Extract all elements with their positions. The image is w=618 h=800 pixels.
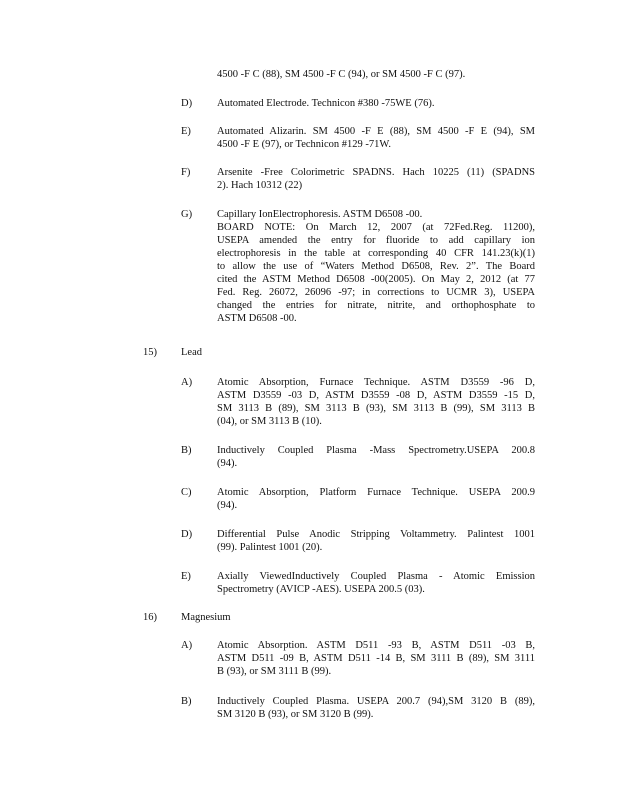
fluoride-item-f <box>217 166 535 192</box>
section-number: 15) <box>143 347 157 358</box>
item-label: F) <box>181 167 191 178</box>
board-note-line: ASTM D6508 -00. <box>217 313 297 324</box>
item-label: A) <box>181 640 193 651</box>
item-text-line: Capillary IonElectrophoresis. ASTM D6508 -00. <box>217 209 423 220</box>
section-heading-magnesium: Magnesium <box>181 612 231 623</box>
magnesium-item-b <box>217 695 535 721</box>
item-label: B) <box>181 445 192 456</box>
lead-item-a <box>217 376 535 428</box>
item-label: E) <box>181 571 191 582</box>
item-text-line: (94). <box>217 500 238 511</box>
item-label: E) <box>181 126 191 137</box>
magnesium-item-a <box>217 639 535 678</box>
section-heading-lead: Lead <box>181 347 202 358</box>
fluoride-item-g <box>217 208 535 325</box>
item-text-line: (94). <box>217 458 238 469</box>
board-note-line: changed the entries for nitrate, nitrite, and orthophosphate to <box>217 300 535 311</box>
item-text-line: ASTM D3559 -03 D, ASTM D3559 -08 D, ASTM D3559 -15 D, <box>217 390 535 401</box>
item-text-line: Inductively Coupled Plasma. USEPA 200.7 (94),SM 3120 B (89), <box>217 696 535 707</box>
item-text-line: 2). Hach 10312 (22) <box>217 180 303 191</box>
item-text-line: (99). Palintest 1001 (20). <box>217 542 323 553</box>
item-text-line: Atomic Absorption. ASTM D511 -93 B, ASTM D511 -03 B, <box>217 640 535 651</box>
fluoride-item-d <box>217 97 535 110</box>
item-text-line: Inductively Coupled Plasma -Mass Spectrometry.USEPA 200.8 <box>217 445 535 456</box>
board-note-line: cited the ASTM Method D6508 -00(2005). On May 2, 2012 (at 77 <box>217 274 535 285</box>
board-note-line: BOARD NOTE: On March 12, 2007 (at 72Fed.Reg. 11200), <box>217 222 535 233</box>
item-text-line: SM 3120 B (93), or SM 3120 B (99). <box>217 709 374 720</box>
item-text-line: (04), or SM 3113 B (10). <box>217 416 322 427</box>
item-label: C) <box>181 487 192 498</box>
item-label: B) <box>181 696 192 707</box>
board-note-line: USEPA amended the entry for fluoride to add capillary ion <box>217 235 535 246</box>
lead-item-b <box>217 444 535 470</box>
lead-item-e <box>217 570 535 596</box>
lead-item-c <box>217 486 535 512</box>
item-label: D) <box>181 98 193 109</box>
lead-item-d <box>217 528 535 554</box>
board-note-line: electrophoresis in the table at corresponding 40 CFR 141.23(k)(1) <box>217 248 535 259</box>
item-text-line: Atomic Absorption, Platform Furnace Technique. USEPA 200.9 <box>217 487 535 498</box>
item-label: G) <box>181 209 193 220</box>
continuation-line: 4500 -F C (88), SM 4500 -F C (94), or SM 4500 -F C (97). <box>217 69 466 80</box>
item-text-line: Automated Alizarin. SM 4500 -F E (88), SM 4500 -F E (94), SM <box>217 126 535 137</box>
item-text-line: Spectrometry (AVICP -AES). USEPA 200.5 (03). <box>217 584 425 595</box>
item-text-line: ASTM D511 -09 B, ASTM D511 -14 B, SM 3111 B (89), SM 3111 <box>217 653 535 664</box>
item-text-line: B (93), or SM 3111 B (99). <box>217 666 332 677</box>
item-text-line: Axially ViewedInductively Coupled Plasma - Atomic Emission <box>217 571 535 582</box>
item-text-line: 4500 -F E (97), or Technicon #129 -71W. <box>217 139 391 150</box>
board-note-line: Fed. Reg. 26072, 26096 -97; in corrections to UCMR 3), USEPA <box>217 287 535 298</box>
item-text-line: Atomic Absorption, Furnace Technique. ASTM D3559 -96 D, <box>217 377 535 388</box>
board-note-line: to allow the use of “Waters Method D6508, Rev. 2”. The Board <box>217 261 535 272</box>
item-label: A) <box>181 377 193 388</box>
section-number: 16) <box>143 612 157 623</box>
item-text-line: Automated Electrode. Technicon #380 -75WE (76). <box>217 98 435 109</box>
item-text-line: SM 3113 B (89), SM 3113 B (93), SM 3113 B (99), SM 3113 B <box>217 403 535 414</box>
fluoride-item-e <box>217 125 535 151</box>
item-text-line: Differential Pulse Anodic Stripping Voltammetry. Palintest 1001 <box>217 529 535 540</box>
item-text-line: Arsenite -Free Colorimetric SPADNS. Hach 10225 (11) (SPADNS <box>217 167 535 178</box>
item-label: D) <box>181 529 193 540</box>
